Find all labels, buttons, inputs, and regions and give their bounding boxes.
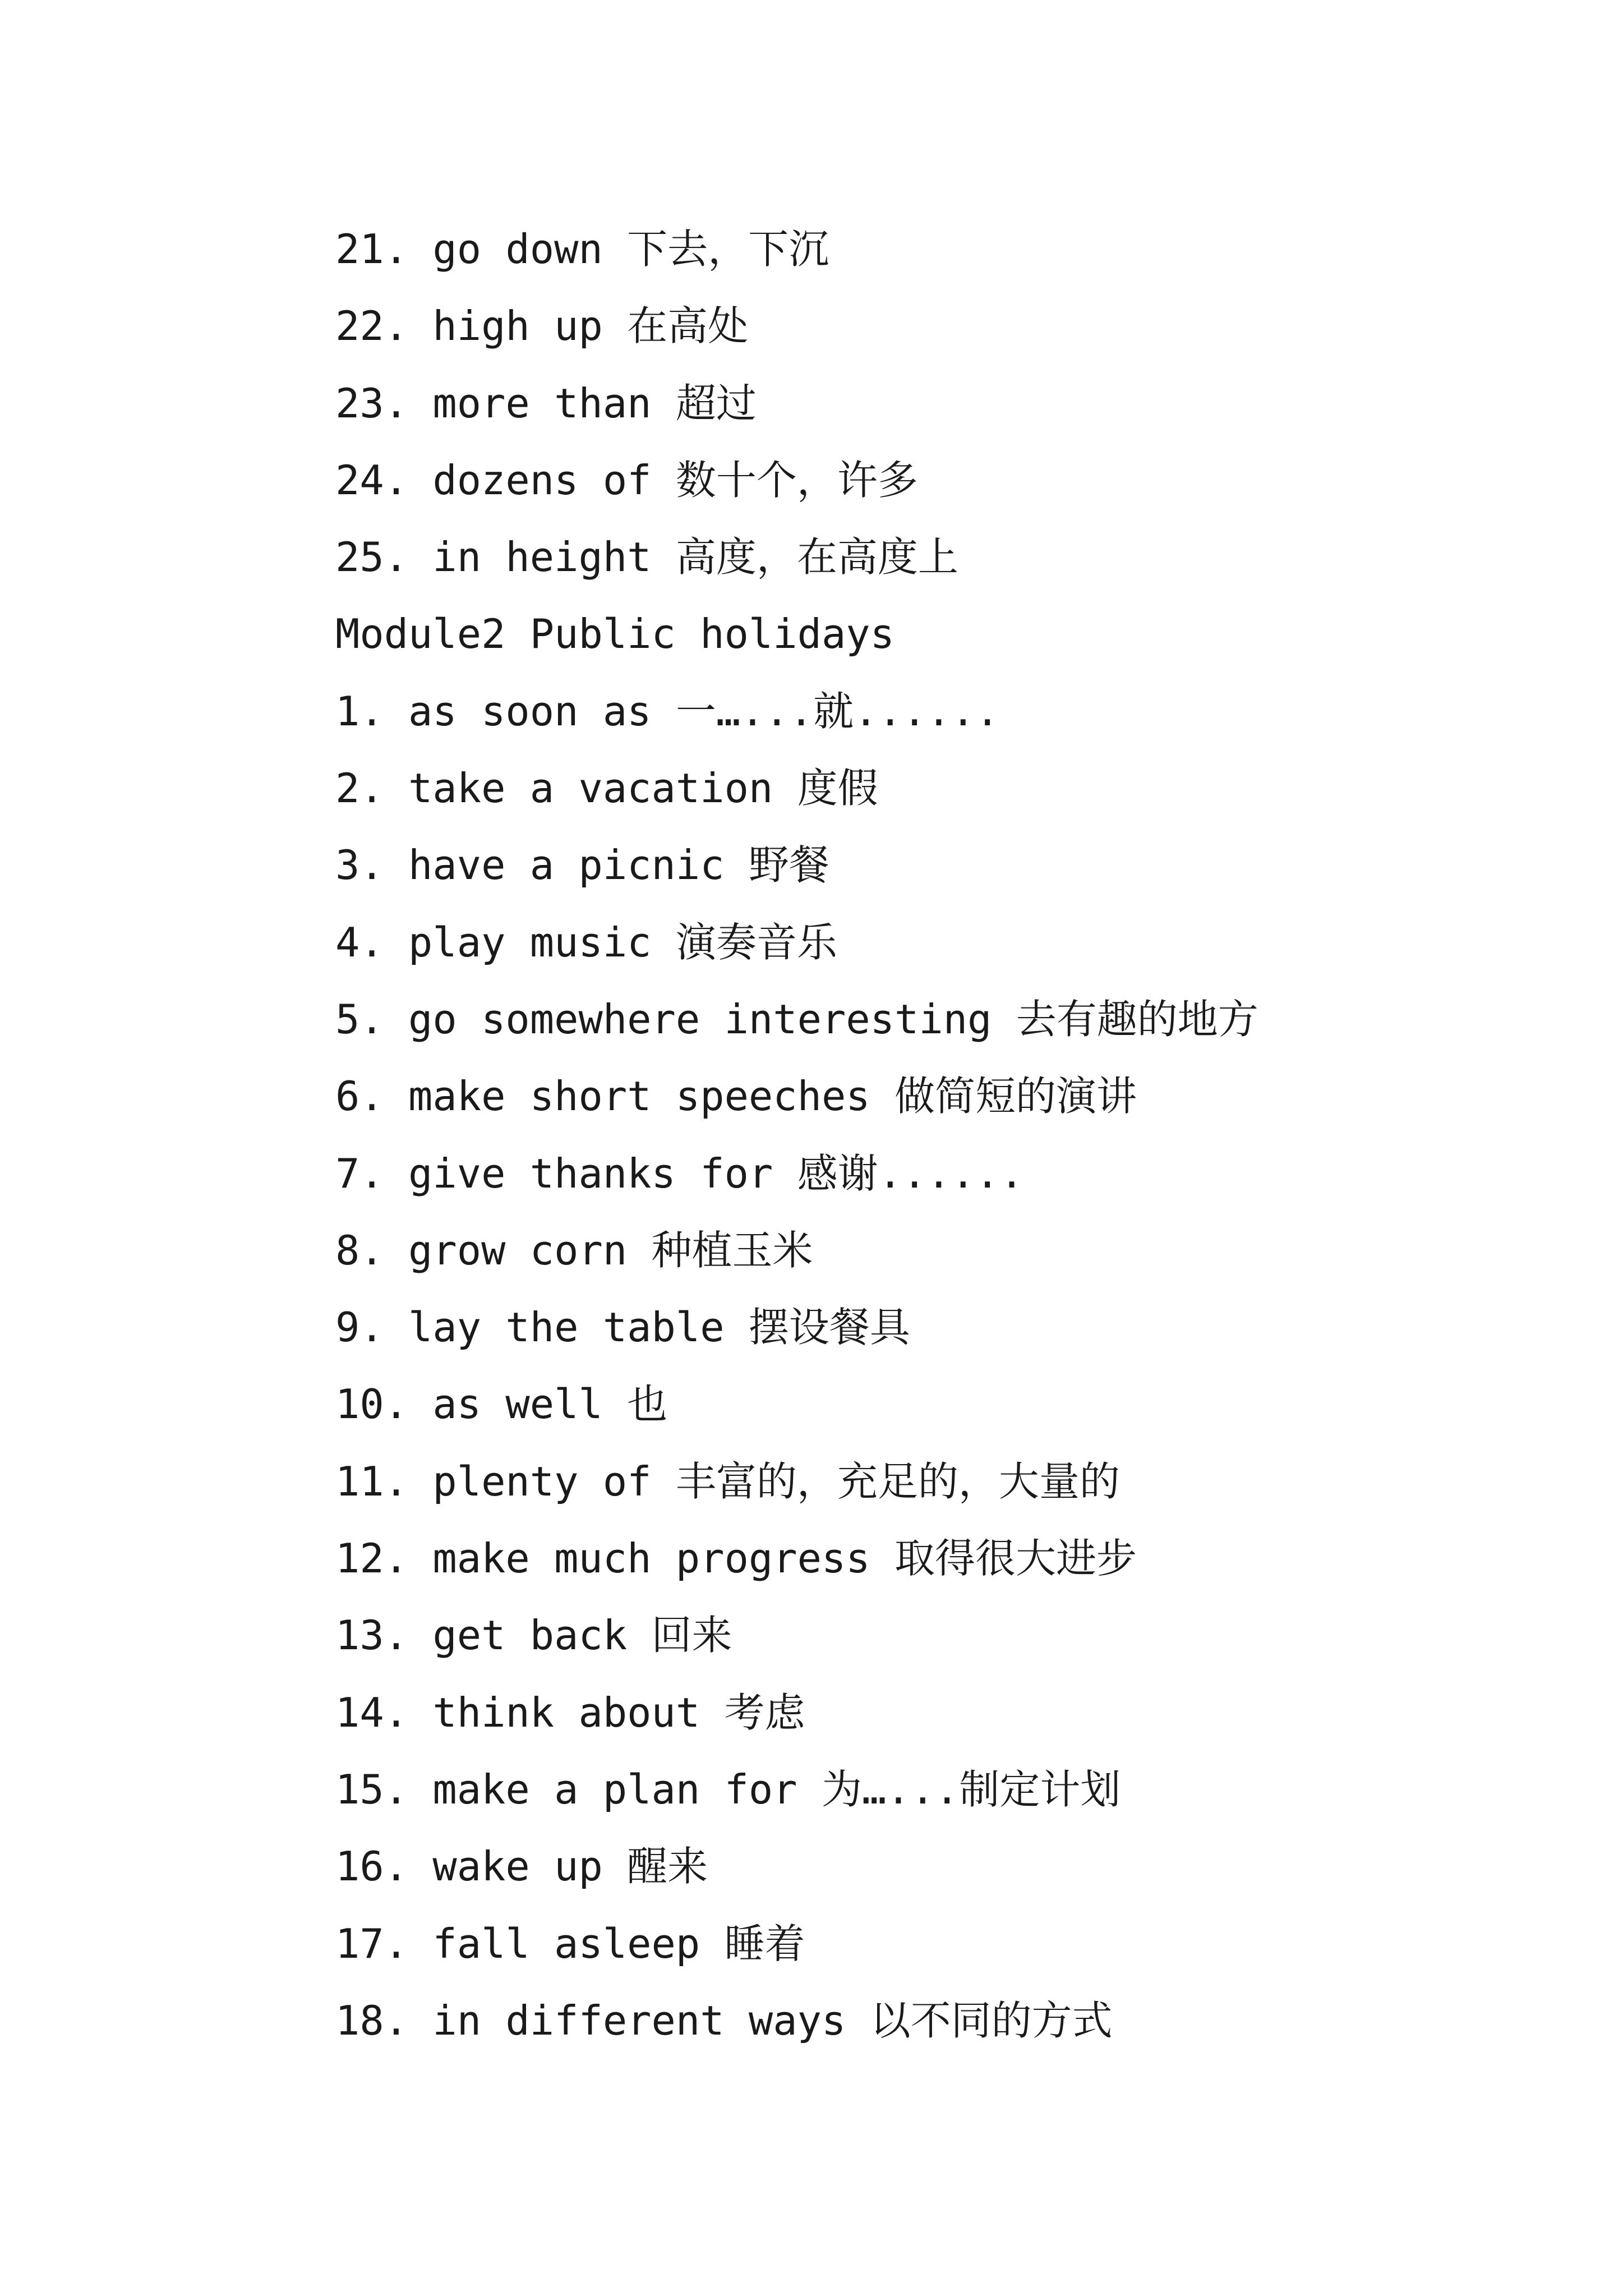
- list-item: 21. go down 下去，下沉: [335, 226, 829, 273]
- list-item: 12. make much progress 取得很大进步: [335, 1535, 1137, 1582]
- list-item: 1. as soon as 一…...就......: [335, 687, 1000, 735]
- list-item: 14. think about 考虑: [335, 1688, 805, 1736]
- list-item: 15. make a plan for 为…...制定计划: [335, 1765, 1121, 1813]
- list-item: 11. plenty of 丰富的，充足的，大量的: [335, 1457, 1120, 1505]
- list-item: 10. as well 也: [335, 1381, 668, 1428]
- section-heading: Module2 Public holidays: [335, 610, 895, 658]
- list-item: 6. make short speeches 做简短的演讲: [335, 1073, 1137, 1120]
- list-item: 8. grow corn 种植玉米: [335, 1226, 813, 1274]
- list-item: 5. go somewhere interesting 去有趣的地方: [335, 995, 1258, 1043]
- list-item: 13. get back 回来: [335, 1612, 732, 1659]
- list-item: 3. have a picnic 野餐: [335, 841, 829, 889]
- list-item: 16. wake up 醒来: [335, 1843, 708, 1890]
- list-item: 7. give thanks for 感谢......: [335, 1149, 1024, 1197]
- list-item: 9. lay the table 摆设餐具: [335, 1304, 910, 1351]
- list-item: 22. high up 在高处: [335, 302, 749, 350]
- list-item: 17. fall asleep 睡着: [335, 1920, 805, 1967]
- list-item: 18. in different ways 以不同的方式: [335, 1996, 1113, 2044]
- list-item: 24. dozens of 数十个，许多: [335, 456, 918, 504]
- list-item: 4. play music 演奏音乐: [335, 918, 837, 966]
- list-item: 23. more than 超过: [335, 379, 757, 427]
- list-item: 25. in height 高度，在高度上: [335, 533, 958, 581]
- vocabulary-list: [335, 211, 1513, 2059]
- list-item: 2. take a vacation 度假: [335, 765, 878, 812]
